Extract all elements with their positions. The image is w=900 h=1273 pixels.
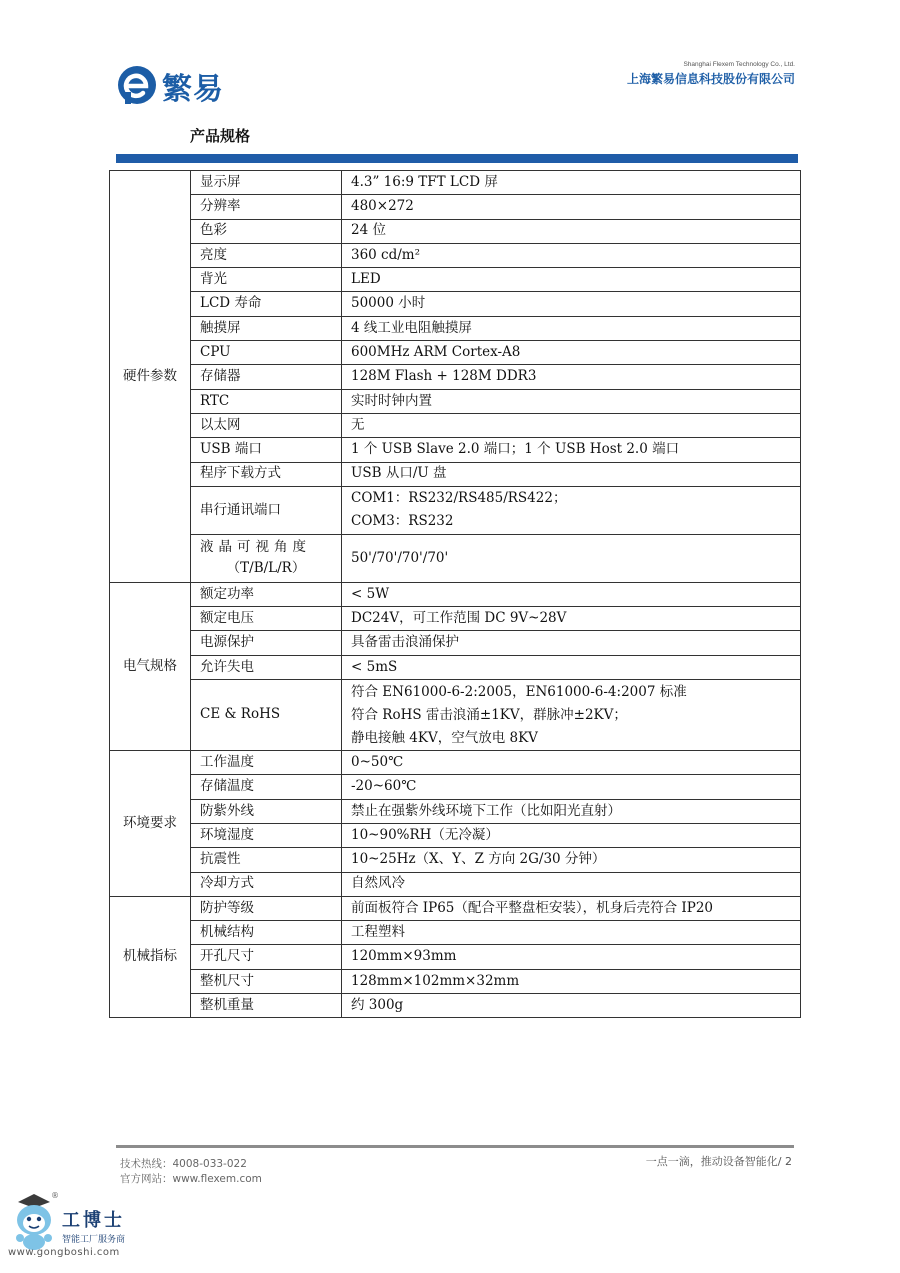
footer-website: 官方网站：www.flexem.com [120, 1173, 262, 1185]
value-cell: 自然风冷 [342, 872, 801, 896]
param-cell: 串行通讯端口 [191, 486, 342, 534]
param-cell: 整机尺寸 [191, 969, 342, 993]
value-cell: 50000 小时 [342, 292, 801, 316]
table-row [110, 171, 801, 195]
param-cell: 开孔尺寸 [191, 945, 342, 969]
footer-slogan-page-number: 一点一滴，推动设备智能化/ 2 [645, 1155, 792, 1168]
param-cell: 色彩 [191, 219, 342, 243]
table-row [110, 655, 801, 679]
value-cell: LED [342, 268, 801, 292]
value-cell: 120mm×93mm [342, 945, 801, 969]
table-row [110, 413, 801, 437]
value-cell: 具备雷击浪涌保护 [342, 631, 801, 655]
table-row [110, 195, 801, 219]
value-cell: 4 线工业电阻触摸屏 [342, 316, 801, 340]
company-name-en: Shanghai Flexem Technology Co., Ltd. [683, 61, 795, 68]
table-row [110, 994, 801, 1018]
section-title: 产品规格 [190, 127, 251, 145]
footer-divider [116, 1145, 794, 1148]
group-hardware: 硬件参数 [110, 171, 191, 583]
value-cell: 4.3” 16:9 TFT LCD 屏 [342, 171, 801, 195]
watermark-url: www.gongboshi.com [8, 1247, 120, 1258]
value-cell: 实时时钟内置 [342, 389, 801, 413]
value-cell: 前面板符合 IP65（配合平整盘柜安装），机身后壳符合 IP20 [342, 896, 801, 920]
param-cell: 机械结构 [191, 921, 342, 945]
param-cell: 防护等级 [191, 896, 342, 920]
value-cell: USB 从口/U 盘 [342, 462, 801, 486]
value-line: 符合 EN61000-6-2:2005，EN61000-6-4:2007 标准 [351, 683, 687, 700]
logo-text: 繁易 [162, 72, 224, 107]
table-row [110, 292, 801, 316]
spec-table [109, 170, 801, 1018]
table-row [110, 341, 801, 365]
param-cell: 冷却方式 [191, 872, 342, 896]
value-cell: 禁止在强紫外线环境下工作（比如阳光直射） [342, 799, 801, 823]
param-cell: 额定功率 [191, 582, 342, 606]
value-cell: 128M Flash + 128M DDR3 [342, 365, 801, 389]
value-cell: -20~60℃ [342, 775, 801, 799]
value-cell [342, 680, 801, 751]
table-row [110, 268, 801, 292]
param-line: 液晶可视角度 [200, 538, 311, 555]
param-cell: 允许失电 [191, 655, 342, 679]
value-cell: 50'/70'/70'/70' [342, 534, 801, 582]
value-line: COM3：RS232 [351, 513, 454, 530]
param-line: （T/B/L/R） [226, 560, 306, 577]
param-cell: 触摸屏 [191, 316, 342, 340]
param-cell: 防紫外线 [191, 799, 342, 823]
value-cell: DC24V，可工作范围 DC 9V~28V [342, 607, 801, 631]
table-row [110, 316, 801, 340]
table-row [110, 607, 801, 631]
param-cell: 存储器 [191, 365, 342, 389]
param-cell: 以太网 [191, 413, 342, 437]
value-cell: 360 cd/m² [342, 243, 801, 267]
table-row [110, 872, 801, 896]
table-row [110, 945, 801, 969]
param-cell: 背光 [191, 268, 342, 292]
param-cell: 额定电压 [191, 607, 342, 631]
param-cell [191, 534, 342, 582]
param-cell: 整机重量 [191, 994, 342, 1018]
value-cell: 480×272 [342, 195, 801, 219]
param-cell: 抗震性 [191, 848, 342, 872]
footer-hotline: 技术热线：4008-033-022 [120, 1158, 247, 1170]
value-cell: < 5mS [342, 655, 801, 679]
table-row [110, 219, 801, 243]
value-cell: 无 [342, 413, 801, 437]
group-environment: 环境要求 [110, 751, 191, 897]
param-cell: USB 端口 [191, 438, 342, 462]
flexem-logo [116, 62, 236, 108]
param-cell: 工作温度 [191, 751, 342, 775]
table-row [110, 438, 801, 462]
table-row [110, 823, 801, 847]
table-row [110, 582, 801, 606]
param-cell: 程序下载方式 [191, 462, 342, 486]
value-line: COM1：RS232/RS485/RS422； [351, 490, 567, 507]
table-row [110, 243, 801, 267]
param-cell: 环境湿度 [191, 823, 342, 847]
table-row [110, 389, 801, 413]
param-cell: CPU [191, 341, 342, 365]
value-cell: 约 300g [342, 994, 801, 1018]
param-cell: RTC [191, 389, 342, 413]
table-row [110, 462, 801, 486]
table-row [110, 775, 801, 799]
value-line: 静电接触 4KV，空气放电 8KV [351, 729, 538, 746]
table-row [110, 680, 801, 751]
param-cell: 存储温度 [191, 775, 342, 799]
table-row [110, 921, 801, 945]
value-cell: 0~50℃ [342, 751, 801, 775]
value-cell: 10~25Hz（X、Y、Z 方向 2G/30 分钟） [342, 848, 801, 872]
table-row [110, 631, 801, 655]
param-cell: 显示屏 [191, 171, 342, 195]
value-cell: < 5W [342, 582, 801, 606]
param-cell: CE & RoHS [191, 680, 342, 751]
table-row [110, 848, 801, 872]
watermark-title: 工博士 [62, 1210, 125, 1231]
param-cell: LCD 寿命 [191, 292, 342, 316]
flexem-e-logo-icon [116, 64, 158, 106]
table-row [110, 486, 801, 534]
param-cell: 分辨率 [191, 195, 342, 219]
value-line: 符合 RoHS 雷击浪涌±1KV，群脉冲±2KV； [351, 706, 627, 723]
value-cell: 128mm×102mm×32mm [342, 969, 801, 993]
param-cell: 亮度 [191, 243, 342, 267]
value-cell: 600MHz ARM Cortex-A8 [342, 341, 801, 365]
watermark-subtitle: 智能工厂服务商 [62, 1235, 126, 1245]
value-cell [342, 486, 801, 534]
table-row [110, 969, 801, 993]
table-row [110, 896, 801, 920]
table-row [110, 534, 801, 582]
registered-mark: ® [51, 1191, 59, 1200]
value-cell: 1 个 USB Slave 2.0 端口；1 个 USB Host 2.0 端口 [342, 438, 801, 462]
value-cell: 工程塑料 [342, 921, 801, 945]
table-row [110, 365, 801, 389]
title-divider-bar [116, 154, 798, 163]
param-cell: 电源保护 [191, 631, 342, 655]
group-electrical: 电气规格 [110, 582, 191, 750]
group-mechanical: 机械指标 [110, 896, 191, 1017]
value-cell: 10~90%RH（无冷凝） [342, 823, 801, 847]
table-row [110, 799, 801, 823]
value-cell: 24 位 [342, 219, 801, 243]
company-name-cn: 上海繁易信息科技股份有限公司 [626, 72, 795, 86]
table-row [110, 751, 801, 775]
